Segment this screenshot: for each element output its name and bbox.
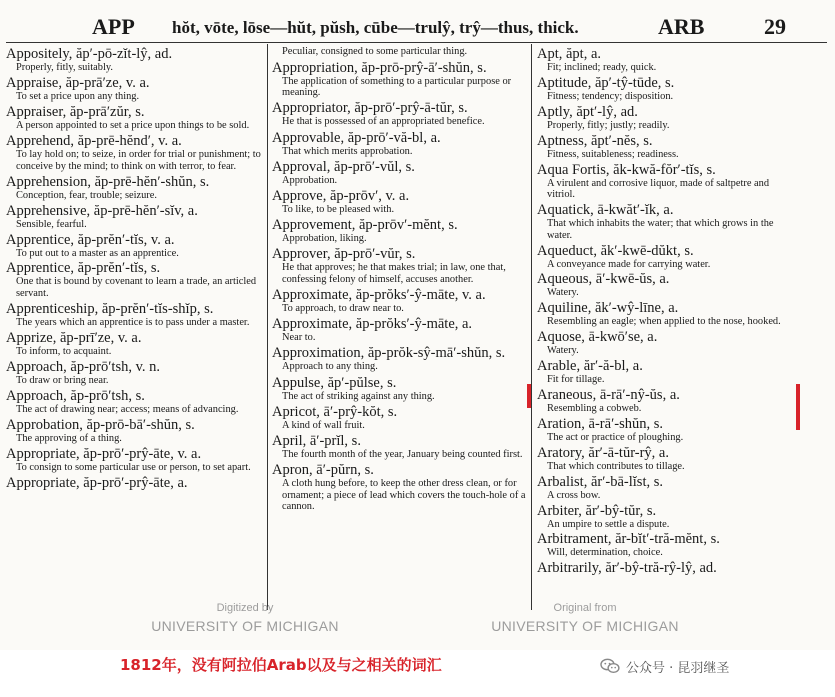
column-3	[537, 46, 787, 578]
entry-definition: Approbation.	[282, 174, 338, 186]
column-divider-1	[267, 44, 268, 610]
entry-headword: Approval, ăp-prō′-vŭl, s.	[272, 158, 415, 175]
entry-definition: To inform, to acquaint.	[16, 346, 112, 358]
entry-definition: To approach, to draw near to.	[282, 303, 404, 315]
column-divider-2	[531, 44, 532, 610]
entry-headword: Aptness, ăpt′-nĕs, s.	[537, 132, 653, 149]
dictionary-entry	[6, 203, 264, 231]
entry-headword: Approve, ăp-prōv′, v. a.	[272, 187, 410, 204]
entry-definition: Approbation, liking.	[282, 233, 367, 245]
dictionary-entry	[537, 387, 787, 415]
dictionary-entry	[272, 188, 526, 216]
entry-definition: A virulent and corrosive liquor, made of saltpetre and vitriol.	[547, 177, 770, 201]
entry-definition: That which inhabits the water; that which grows in the water.	[547, 218, 774, 241]
entry-headword: Arbalist, ăr′-bā-lĭst, s.	[537, 473, 663, 490]
entry-headword: Appraiser, ăp-prā′zŭr, s.	[6, 103, 145, 120]
entry-definition: Near to.	[282, 332, 316, 344]
entry-definition: He that approves; he that makes trial; in law, one that, confessing felony of himself, accuses another.	[282, 262, 506, 285]
entry-headword: Apprize, ăp-prī′ze, v. a.	[6, 330, 142, 347]
dictionary-entry	[537, 162, 787, 201]
entry-headword: Appropriation, ăp-prō-prŷ-ā′-shŭn, s.	[272, 59, 487, 76]
entry-definition: Fit; inclined; ready, quick.	[547, 62, 657, 73]
column-1	[6, 46, 264, 492]
entry-definition: The years which an apprentice is to pass under a master.	[16, 317, 250, 329]
entry-definition: The act of drawing near; access; means of advancing.	[16, 404, 239, 416]
entry-headword: Approbation, ăp-prō-bā′-shŭn, s.	[6, 417, 195, 433]
entry-headword: Apprehensive, ăp-prē-hĕn′-sĭv, a.	[6, 202, 198, 219]
entry-definition: To draw or bring near.	[16, 375, 109, 387]
entry-headword: Aquatick, ā-kwăt′-ĭk, a.	[537, 202, 674, 219]
page-number: 29	[764, 14, 786, 39]
entry-headword: Apprentice, ăp-prĕn′-tĭs, v. a.	[6, 231, 175, 248]
dictionary-entry	[272, 60, 526, 99]
entry-definition: The act of striking against any thing.	[282, 390, 435, 402]
dictionary-entry	[537, 300, 787, 328]
entry-headword: Aqueduct, ăk′-kwē-dŭkt, s.	[537, 242, 694, 259]
dictionary-entry	[272, 130, 526, 158]
dictionary-entry	[272, 287, 526, 315]
entry-headword: Aptly, ăpt′-lŷ, ad.	[537, 103, 638, 120]
entry-definition: That which contributes to tillage.	[547, 460, 685, 472]
watermark-right-university: UNIVERSITY OF MICHIGAN	[491, 618, 679, 634]
entry-headword: Aquose, ā-kwō′se, a.	[537, 329, 658, 346]
dictionary-entry	[537, 416, 787, 444]
entry-definition: To put out to a master as an apprentice.	[16, 247, 179, 259]
dictionary-entry	[6, 75, 264, 103]
entry-headword: Appropriator, ăp-prō′-prŷ-ā-tŭr, s.	[272, 100, 468, 117]
dictionary-entry	[6, 104, 264, 132]
dictionary-entry	[6, 133, 264, 172]
entry-headword: Aration, ā-rā′-shŭn, s.	[537, 415, 663, 432]
dictionary-entry	[537, 133, 787, 161]
entry-headword: Approach, ăp-prō′tsh, s.	[6, 388, 145, 405]
dictionary-entry	[537, 445, 787, 473]
entry-headword: Arbitrament, ăr-bĭt′-tră-mĕnt, s.	[537, 531, 720, 548]
dictionary-entry	[537, 202, 787, 241]
entry-definition: The act or practice of ploughing.	[547, 431, 684, 443]
dictionary-entry	[537, 46, 787, 74]
entry-headword: Appraise, ăp-prā′ze, v. a.	[6, 74, 150, 91]
dictionary-entry	[272, 316, 526, 344]
entry-headword: Approximate, ăp-prŏks′-ŷ-māte, v. a.	[272, 287, 486, 304]
entry-definition: A person appointed to set a price upon things to be sold.	[16, 119, 250, 131]
entry-headword: Aqua Fortis, ăk-kwă-fŏr′-tĭs, s.	[537, 161, 716, 178]
caption: 1812年，没有阿拉伯Arab以及与之相关的词汇	[120, 656, 442, 674]
entry-headword: Apprenticeship, ăp-prĕn′-tĭs-shĭp, s.	[6, 301, 214, 318]
entry-headword: Appropriate, ăp-prō′-prŷ-āte, a.	[6, 474, 188, 491]
entry-definition: He that is possessed of an appropriated benefice.	[282, 116, 485, 128]
dictionary-entry	[272, 159, 526, 187]
dictionary-entry	[6, 46, 264, 74]
entry-headword: Approvement, ăp-prōv′-mĕnt, s.	[272, 217, 458, 234]
entry-definition: A conveyance made for carrying water.	[547, 258, 711, 270]
dictionary-entry	[6, 388, 264, 416]
entry-definition: Watery.	[547, 287, 579, 299]
dictionary-entry	[537, 358, 787, 386]
entry-headword: Apprehension, ăp-prē-hĕn′-shŭn, s.	[6, 173, 210, 190]
entry-definition: A cross bow.	[547, 489, 601, 501]
dictionary-entry	[6, 330, 264, 358]
entry-definition: Sensible, fearful.	[16, 218, 87, 230]
wechat-icon	[600, 658, 620, 674]
dictionary-entry	[537, 560, 787, 576]
dictionary-entry	[537, 75, 787, 103]
entry-definition: Watery.	[547, 345, 579, 357]
dictionary-entry	[272, 404, 526, 432]
entry-definition: A kind of wall fruit.	[282, 419, 365, 431]
entry-definition: To like, to be pleased with.	[282, 203, 395, 215]
entry-definition: Will, determination, choice.	[547, 547, 663, 559]
header-pronunciation-key: hŏt, vōte, lōse—hŭt, pŭsh, cūbe—trulŷ, trŷ—thus, thick.	[172, 18, 579, 37]
entry-headword: April, ā′-prĭl, s.	[272, 433, 361, 450]
entry-headword: Aquiline, ăk′-wŷ-līne, a.	[537, 300, 679, 317]
highlight-bar-right	[796, 384, 800, 430]
entry-definition: Properly, fitly, suitably.	[16, 62, 113, 73]
highlight-bar-left	[527, 384, 531, 408]
entry-definition: The fourth month of the year, January being counted first.	[282, 449, 523, 461]
entry-headword: Approach, ăp-prō′tsh, v. n.	[6, 359, 161, 376]
entry-headword: Arbiter, ăr′-bŷ-tŭr, s.	[537, 502, 657, 519]
header-left-word: APP	[92, 14, 135, 39]
dictionary-entry	[272, 462, 526, 513]
entry-definition: To lay hold on; to seize, in order for trial or punishment; to conceive by the mind; to think on with terror, to fear.	[16, 148, 261, 172]
dictionary-entry	[537, 271, 787, 299]
entry-headword: Arable, ăr′-ă-bl, a.	[537, 358, 643, 375]
entry-headword: Approver, ăp-prō′-vŭr, s.	[272, 246, 416, 263]
watermark-left-university: UNIVERSITY OF MICHIGAN	[151, 618, 339, 634]
entry-definition: That which merits approbation.	[282, 145, 413, 157]
entry-headword: Aratory, ăr′-ā-tŭr-rŷ, a.	[537, 444, 669, 461]
entry-headword: Appositely, ăp′-pō-zĭt-lŷ, ad.	[6, 46, 173, 62]
dictionary-entry	[537, 243, 787, 271]
entry-definition: A cloth hung before, to keep the other dress clean, or for ornament; a piece of lead which covers the touch-hole of a cannon.	[282, 478, 526, 513]
dictionary-entry	[272, 345, 526, 373]
entry-definition: One that is bound by covenant to learn a trade, an articled servant.	[16, 276, 257, 300]
header-right-word: ARB	[658, 14, 705, 39]
entry-headword: Apprehend, ăp-prē-hĕnd′, v. a.	[6, 132, 182, 149]
dictionary-entry	[6, 417, 264, 445]
dictionary-entry	[6, 359, 264, 387]
wechat-account-tag	[600, 655, 729, 677]
dictionary-entry	[6, 232, 264, 260]
entry-headword: Approximation, ăp-prŏk-sŷ-mā′-shŭn, s.	[272, 345, 506, 362]
entry-definition: The approving of a thing.	[16, 433, 122, 444]
entry-headword: Apt, ăpt, a.	[537, 46, 602, 62]
entry-headword: Arbitrarily, ăr′-bŷ-tră-rŷ-lŷ, ad.	[537, 560, 717, 577]
entry-definition: Properly, fitly; justly; readily.	[547, 119, 670, 131]
entry-definition: Fitness, suitableness; readiness.	[547, 148, 679, 160]
entry-definition: Resembling an eagle; when applied to the nose, hooked.	[547, 316, 781, 328]
dictionary-entry	[6, 301, 264, 329]
dictionary-entry	[537, 329, 787, 357]
continued-definition: Peculiar, consigned to some particular thing.	[282, 46, 468, 57]
entry-definition: Fitness; tendency; disposition.	[547, 90, 674, 102]
entry-definition: An umpire to settle a dispute.	[547, 518, 670, 530]
dictionary-entry	[272, 246, 526, 285]
wechat-account-label: 公众号 · 昆羽继圣	[626, 660, 730, 676]
dictionary-entry	[272, 375, 526, 403]
entry-definition: Fit for tillage.	[547, 374, 605, 386]
entry-headword: Araneous, ā-rā′-nŷ-ŭs, a.	[537, 386, 680, 403]
entry-headword: Aqueous, ā′-kwē-ŭs, a.	[537, 271, 670, 288]
dictionary-entry	[537, 104, 787, 132]
entry-headword: Appulse, ăp′-pŭlse, s.	[272, 374, 397, 391]
watermark-digitized-by: Digitized by	[216, 602, 274, 614]
entry-headword: Appropriate, ăp-prō′-prŷ-āte, v. a.	[6, 445, 202, 462]
column-2	[272, 46, 526, 515]
entry-definition: Conception, fear, trouble; seizure.	[16, 189, 157, 201]
entry-definition: Resembling a cobweb.	[547, 402, 642, 414]
dictionary-entry	[272, 100, 526, 128]
dictionary-entry	[537, 474, 787, 502]
entry-headword: Approvable, ăp-prō′-vă-bl, a.	[272, 129, 441, 146]
dictionary-entry	[537, 531, 787, 559]
entry-definition: The application of something to a particular purpose or meaning.	[282, 75, 512, 99]
dictionary-entry	[272, 433, 526, 461]
dictionary-entry	[6, 260, 264, 299]
header-rule	[6, 42, 827, 43]
entry-headword: Apron, ā′-pŭrn, s.	[272, 462, 374, 479]
entry-headword: Apricot, ā′-prŷ-kŏt, s.	[272, 403, 398, 420]
entry-headword: Apprentice, ăp-prĕn′-tĭs, s.	[6, 260, 161, 277]
dictionary-entry	[537, 503, 787, 531]
entry-headword: Aptitude, ăp′-tŷ-tūde, s.	[537, 74, 675, 91]
entry-headword: Approximate, ăp-prŏks′-ŷ-māte, a.	[272, 316, 473, 333]
dictionary-entry	[6, 475, 264, 491]
dictionary-entry	[272, 217, 526, 245]
entry-definition: To set a price upon any thing.	[16, 90, 140, 102]
entry-definition: To consign to some particular use or person, to set apart.	[16, 461, 251, 473]
watermark-original-from: Original from	[553, 602, 617, 614]
dictionary-entry	[6, 174, 264, 202]
dictionary-entry	[6, 446, 264, 474]
entry-definition: Approach to any thing.	[282, 361, 378, 373]
